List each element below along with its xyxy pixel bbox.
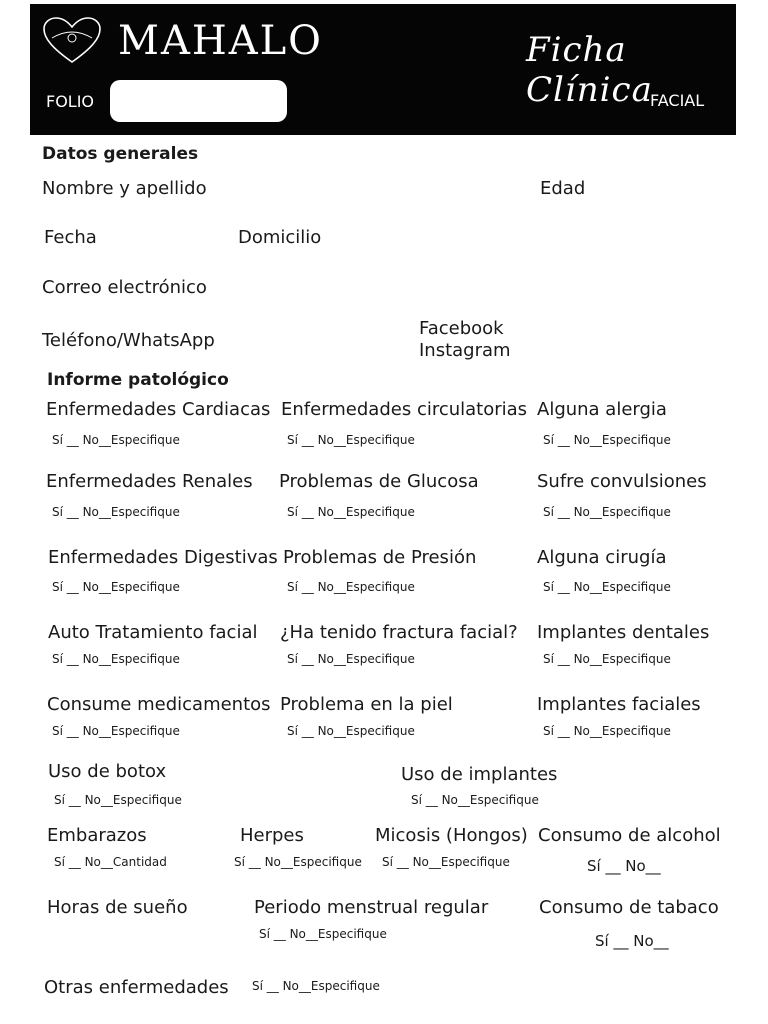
field-label-name: Nombre y apellido: [42, 178, 207, 199]
header-banner: [30, 4, 736, 135]
condition-label: Consumo de alcohol: [538, 825, 721, 846]
condition-label: Sufre convulsiones: [537, 471, 707, 492]
condition-options[interactable]: Sí __ No__: [587, 857, 661, 875]
page-subtitle: FACIAL: [650, 91, 705, 110]
condition-options[interactable]: Sí __ No__Especifique: [52, 505, 180, 519]
condition-options[interactable]: Sí __ No__Especifique: [287, 505, 415, 519]
condition-options[interactable]: Sí __ No__Especifique: [52, 580, 180, 594]
condition-options[interactable]: Sí __ No__Especifique: [411, 793, 539, 807]
condition-label: Enfermedades Cardiacas: [46, 399, 271, 420]
condition-label: Implantes faciales: [537, 694, 701, 715]
condition-options[interactable]: Sí __ No__Especifique: [287, 724, 415, 738]
condition-label: Alguna alergia: [537, 399, 667, 420]
condition-label: Horas de sueño: [47, 897, 188, 918]
folio-label: FOLIO: [46, 92, 95, 111]
condition-options[interactable]: Sí __ No__Especifique: [259, 927, 387, 941]
field-label-age: Edad: [540, 178, 586, 199]
condition-label: Herpes: [240, 825, 304, 846]
section-heading-pathology: Informe patológico: [47, 370, 229, 390]
condition-options[interactable]: Sí __ No__Especifique: [543, 724, 671, 738]
folio-input[interactable]: [110, 80, 287, 122]
condition-label: Embarazos: [47, 825, 147, 846]
condition-options[interactable]: Sí __ No__Especifique: [252, 979, 380, 993]
field-label-facebook: Facebook: [419, 318, 504, 339]
condition-options[interactable]: Sí __ No__Especifique: [543, 433, 671, 447]
field-label-date: Fecha: [44, 227, 97, 248]
condition-options[interactable]: Sí __ No__Especifique: [52, 724, 180, 738]
condition-label: Problemas de Presión: [283, 547, 477, 568]
condition-options[interactable]: Sí __ No__Cantidad: [54, 855, 167, 869]
condition-label: Enfermedades Digestivas: [48, 547, 278, 568]
field-label-address: Domicilio: [238, 227, 322, 248]
condition-options[interactable]: Sí __ No__Especifique: [543, 652, 671, 666]
condition-label: Micosis (Hongos): [375, 825, 528, 846]
condition-label: Alguna cirugía: [537, 547, 667, 568]
condition-options[interactable]: Sí __ No__Especifique: [52, 433, 180, 447]
condition-label: Problemas de Glucosa: [279, 471, 479, 492]
condition-label: Problema en la piel: [280, 694, 453, 715]
condition-options[interactable]: Sí __ No__Especifique: [543, 580, 671, 594]
condition-label: Consumo de tabaco: [539, 897, 719, 918]
field-label-email: Correo electrónico: [42, 277, 207, 298]
condition-options[interactable]: Sí __ No__Especifique: [234, 855, 362, 869]
condition-options[interactable]: Sí __ No__Especifique: [287, 652, 415, 666]
brand-name: MAHALO: [118, 18, 323, 64]
condition-label: Periodo menstrual regular: [254, 897, 489, 918]
condition-options[interactable]: Sí __ No__Especifique: [382, 855, 510, 869]
heart-logo-icon: [42, 16, 102, 66]
section-heading-general: Datos generales: [42, 144, 199, 164]
condition-options[interactable]: Sí __ No__Especifique: [54, 793, 182, 807]
field-label-phone: Teléfono/WhatsApp: [42, 330, 215, 351]
condition-label: Auto Tratamiento facial: [48, 622, 258, 643]
condition-label: Uso de implantes: [401, 764, 558, 785]
condition-label: ¿Ha tenido fractura facial?: [280, 622, 518, 643]
condition-options[interactable]: Sí __ No__: [595, 932, 669, 950]
page-title: Ficha Clínica: [526, 30, 653, 110]
condition-label: Enfermedades Renales: [46, 471, 253, 492]
condition-options[interactable]: Sí __ No__Especifique: [287, 433, 415, 447]
condition-label: Otras enfermedades: [44, 977, 229, 998]
condition-label: Implantes dentales: [537, 622, 710, 643]
condition-options[interactable]: Sí __ No__Especifique: [543, 505, 671, 519]
condition-label: Enfermedades circulatorias: [281, 399, 528, 420]
condition-options[interactable]: Sí __ No__Especifique: [52, 652, 180, 666]
condition-options[interactable]: Sí __ No__Especifique: [287, 580, 415, 594]
condition-label: Consume medicamentos: [47, 694, 271, 715]
condition-label: Uso de botox: [48, 761, 167, 782]
field-label-instagram: Instagram: [419, 340, 511, 361]
